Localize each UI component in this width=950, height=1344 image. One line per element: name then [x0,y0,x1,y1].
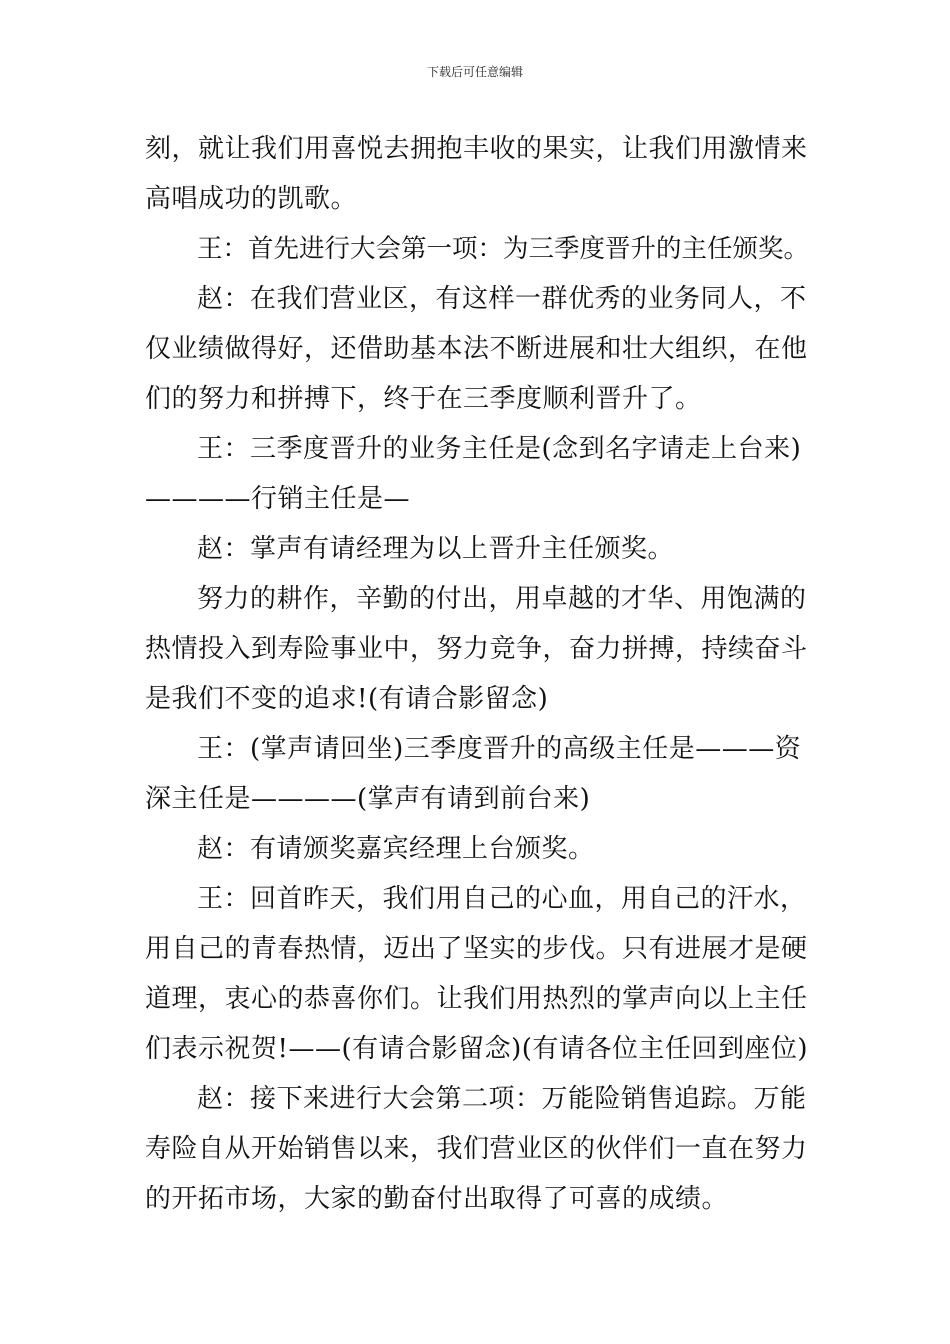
text-line: 努力的耕作，辛勤的付出，用卓越的才华、用饱满的 [197,584,807,614]
text-line: 们的努力和拼搏下，终于在三季度顺利晋升了。 [145,384,702,414]
text-line: 赵：在我们营业区，有这样一群优秀的业务同人，不 [197,284,807,314]
text-line: 是我们不变的追求!(有请合影留念) [145,684,549,714]
text-line: 热情投入到寿险事业中，努力竞争，奋力拼搏，持续奋斗 [145,634,808,664]
text-line: 刻，就让我们用喜悦去拥抱丰收的果实，让我们用激情来 [145,134,808,164]
text-line: 的开拓市场，大家的勤奋付出取得了可喜的成绩。 [145,1184,729,1214]
text-line: 仅业绩做得好，还借助基本法不断进展和壮大组织，在他 [145,334,808,364]
text-line: 王：首先进行大会第一项：为三季度晋升的主任颁奖。 [197,234,810,264]
text-line: 寿险自从开始销售以来，我们营业区的伙伴们一直在努力 [145,1134,808,1164]
text-line: 高唱成功的凯歌。 [145,184,358,214]
text-line: 道理，衷心的恭喜你们。让我们用热烈的掌声向以上主任 [145,984,808,1014]
text-line: 们表示祝贺!——(有请合影留念)(有请各位主任回到座位) [145,1034,809,1064]
text-line: ————行销主任是— [145,484,411,514]
text-line: 王：(掌声请回坐)三季度晋升的高级主任是———资 [197,734,802,764]
text-line: 王：三季度晋升的业务主任是(念到名字请走上台来) [197,434,802,464]
text-line: 王：回首昨天，我们用自己的心血，用自己的汗水， [197,884,807,914]
text-line: 赵：有请颁奖嘉宾经理上台颁奖。 [197,834,595,864]
text-line: 赵：接下来进行大会第二项：万能险销售追踪。万能 [197,1084,807,1114]
page-header-note: 下载后可任意编辑 [426,65,523,79]
text-line: 用自己的青春热情，迈出了坚实的步伐。只有进展才是硬 [145,934,808,964]
text-line: 赵：掌声有请经理为以上晋升主任颁奖。 [197,534,675,564]
document-body [145,124,810,1224]
text-line: 深主任是————(掌声有请到前台来) [145,784,591,814]
